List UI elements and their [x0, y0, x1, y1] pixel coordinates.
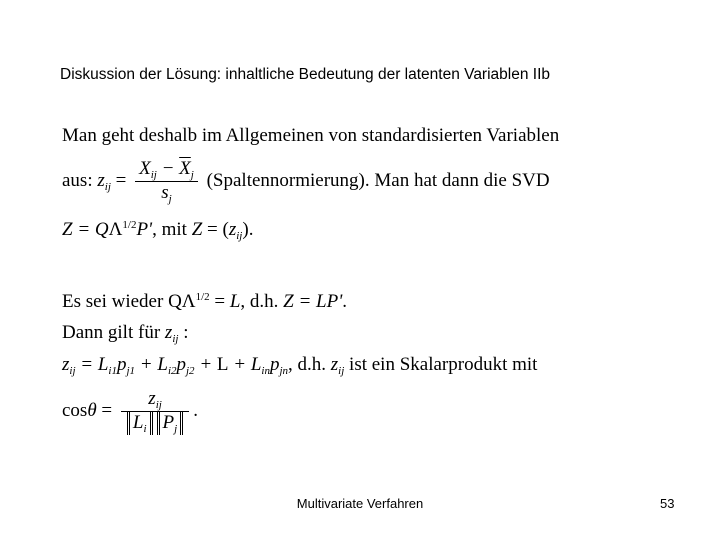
scalar-product-line: $z_{ij} = L_{i1}p_{j1} + L_{i2}p_{j2} + L + L_{in}p_{jn}$, d.h. $z_{ij}$ ist ein Skalarprodukt mit	[62, 354, 538, 377]
text-skalarprodukt: ist ein Skalarprodukt mit	[349, 354, 538, 375]
text-aus: aus:	[62, 169, 93, 191]
math-scalar-product: $z_{ij} = L_{i1}p_{j1} + L_{i2}p_{j2}$ +	[62, 354, 217, 377]
text-dh-2: , d.h.	[288, 354, 327, 375]
math-zij-2: $z_{ij}$	[330, 354, 345, 377]
text-spaltennormierung: (Spaltennormierung). Man hat dann die SVD	[206, 169, 550, 191]
text-es-sei-wieder: Es sei wieder	[62, 291, 164, 312]
math-z-lp: Z = LP'	[283, 291, 343, 312]
slide-title: Diskussion der Lösung: inhaltliche Bedeutung der latenten Variablen IIb	[60, 66, 551, 83]
text-dh: d.h.	[249, 291, 279, 312]
math-fraction-cosine: $\frac{z_{ij}}{L_i P_j}$	[121, 388, 189, 435]
math-zij: $z_{ij}$	[164, 322, 179, 345]
math-svd: Z = Q	[62, 219, 109, 240]
text-line-1: Man geht deshalb im Allgemeinen von standardisierten Variablen	[62, 125, 560, 146]
cosine-formula-line: cosθ = $\frac{z_{ij}}{L_i P_j}$ .	[62, 388, 198, 435]
standardization-formula-line: aus: $z_{ij}$ = $\frac{X_{ij} - \overline{X}_j}{s_j}$ (Spaltennormierung). Man hat dann die SVD	[62, 158, 550, 205]
math-fraction-standardization: $\frac{X_{ij} - \overline{X}_j}{s_j}$	[135, 158, 198, 205]
footer-course-name: Multivariate Verfahren	[296, 496, 424, 511]
text-mit: , mit	[152, 219, 187, 240]
math-z-def: Z	[191, 219, 203, 240]
text-dann-gilt: Dann gilt für	[62, 322, 161, 343]
svd-formula-line: $Z = Q\Lambda^{1/2}P'$, mit $Z = (z_{ij})$.	[62, 219, 254, 242]
dann-gilt-line: Dann gilt für $z_{ij}$ :	[62, 322, 189, 345]
math-zij-lhs: $z_{ij}$	[97, 169, 111, 193]
footer-page-number: 53	[660, 496, 675, 511]
loadings-formula-line: Es sei wieder $Q\Lambda^{1/2} = L$, d.h. Z = LP'.	[62, 291, 348, 312]
